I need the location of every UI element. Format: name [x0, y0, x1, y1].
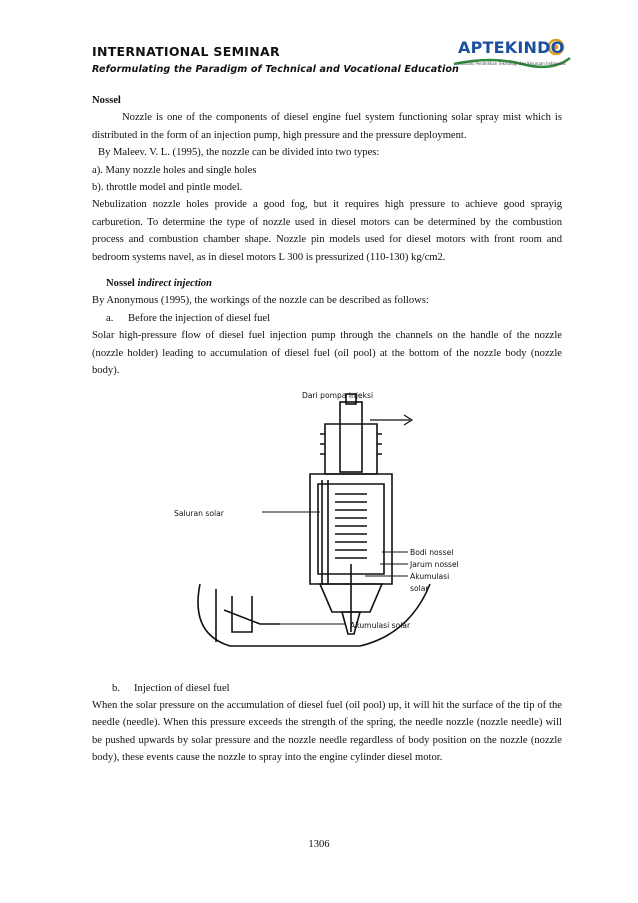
label-fuel-accumulation: Akumulasi solar: [350, 621, 411, 630]
section-heading-nossel: Nossel: [92, 95, 121, 106]
type-a: a). Many nozzle holes and single holes: [92, 164, 257, 176]
page-number: 1306: [308, 839, 330, 850]
section-heading-indirect: Nossel indirect injection: [106, 278, 212, 290]
nozzle-diagram: [160, 384, 490, 669]
list-item-a: a. Before the injection of diesel fuel: [106, 312, 271, 324]
paragraph-intro: Nozzle is one of the components of diesel engine fuel system functioning solar spray mist which is distributed in the form of an injection pump, high pressure and the pressure deployment.: [92, 112, 562, 141]
list-item-b: b. Injection of diesel fuel: [112, 682, 230, 694]
paragraph-workings: By Anonymous (1995), the workings of the nozzle can be described as follows:: [92, 295, 429, 307]
paragraph-nebulization: Nebulization nozzle holes provide a good fog, but it requires high pressure to achieve good sprayig carburetion. To determine the type of nozzle used in diesel motors can be determined by the combustion process and combustion chamber shape. Nozzle pin models used for diesel motors with front room and bedroom systems navel, as in diesel motors L 300 is pressurized (110-130) kg/cm2.: [92, 199, 562, 263]
label-nozzle-needle: Jarum nossel: [410, 560, 459, 569]
list-item-b-text: When the solar pressure on the accumulation of diesel fuel (oil pool) up, it will hit the surface of the tip of the needle (needle). When this pressure exceeds the strength of the spring, the needle nozzle (nozzle needle) will be pushed upwards by solar pressure and the nozzle needle regardless of body position on the nozzle (nozzle body), these events cause the nozzle to spray into the engine cylinder diesel motor.: [92, 699, 562, 764]
label-accumulation-2: solar: [410, 584, 429, 593]
logo-tagline: Asosiasi Pendidikan Teknologi dan Kejuruan Indonesia: [458, 61, 566, 66]
type-b: b). throttle model and pintle model.: [92, 182, 243, 194]
label-accumulation-1: Akumulasi: [410, 572, 450, 581]
list-item-a-text: Solar high-pressure flow of diesel fuel injection pump through the channels on the handle of the nozzle (nozzle holder) leading to accumulation of diesel fuel (oil pool) at the bottom of the nozzle body (nozzle body).: [92, 330, 562, 377]
seminar-subtitle: Reformulating the Paradigm of Technical and Vocational Education: [92, 64, 459, 75]
label-from-injection-pump: Dari pompa injeksi: [302, 391, 374, 400]
seminar-title: INTERNATIONAL SEMINAR: [92, 44, 280, 59]
label-fuel-channel: Saluran solar: [174, 509, 224, 518]
logo-text: APTEKINDO: [458, 38, 565, 57]
aptekindo-logo: [452, 34, 572, 82]
label-nozzle-body: Bodi nossel: [410, 548, 454, 557]
paragraph-types: By Maleev. V. L. (1995), the nozzle can be divided into two types:: [98, 147, 380, 159]
